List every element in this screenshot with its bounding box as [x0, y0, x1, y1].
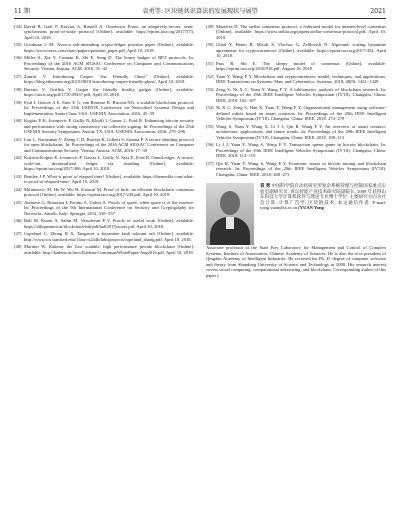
reference-number: [45]: [14, 199, 22, 205]
reference-text: David B, Gaži P, Kiayias A, Russell A. Ouroboros Praos: an adaptively-secure, semi-synchronous proof-of-stake protocol [Online], available: https://eprint.iacr.org/2017/573, April 10, 2018.: [24, 24, 194, 40]
reference-item: [14, 137, 194, 153]
reference-item: [206, 142, 386, 158]
reference-number: [54]: [206, 105, 214, 111]
reference-item: [206, 61, 386, 72]
reference-item: [14, 118, 194, 134]
reference-item: [14, 87, 194, 98]
reference-text: Copeland C, Zhong H X. Tangaroa: a byzantine fault tolerant raft [Online], available: http://www.scs.stanford.edu/14au-cs244b/labs/projects/copeland_zhong.pdf, April 10, 2018.: [24, 231, 194, 242]
reference-text: Ni X C, Zeng S, Han X, Yuan Y, Wang F Y. Organizational management using software-defined robots based on smart contracts. In: Proceedings of the 29th IEEE Intelligent Vehicles Symposium (IV'18). Changshu, China: IEEE, 2018. 274−279: [216, 105, 386, 122]
right-column: [206, 24, 386, 279]
reference-item: [14, 200, 194, 216]
reference-text: Qin R, Yuan Y, Wang S, Wang F Y. Economic issues in bitcoin mining and blockchain research. In: Proceedings of the 29th IEEE Intelligent Vehicles Symposium (IV'18). Changshu, China: IEEE, 2018. 268−273: [216, 160, 386, 177]
reference-item: [14, 24, 194, 40]
reference-text: Martino W, Kadena: the first scalable, high performance private blockchain [Online], available: http://kadena.io/docs/Kadena-ConsensusWhitePaper-Aug2016.pdf, April 10, 2018.: [24, 244, 194, 255]
reference-text: Goodman L M. Tezos-a self-amending crypto-ledger position paper [Online], available: https://www.tezos.com/static/papers/position_paper.pdf, April 10, 2018.: [24, 42, 194, 53]
reference-text: Zamfir V. Introducing Casper “the Friendly Ghost” [Online], available: https://blog.ethereum.org/2015/08/01/introducing-casper-friendly-ghost/, April 10, 2018.: [24, 73, 194, 85]
reference-item: [14, 244, 194, 255]
reference-text: Luu L, Narayanan V, Zheng C D, Baweja K, Gilbert S, Saxena P. A secure sharding protocol for open blockchains. In: Proceedings of the 2016 ACM SIGSAC Conference on Computer and Communications Security. Vienna, Austria: ACM, 2016. 17−30: [24, 136, 194, 153]
author-bio: [206, 183, 386, 245]
reference-number: [48]: [14, 244, 22, 250]
reference-text: Bentley J P. What is proof of elapsed time? [Online], available: https://themerkle.com/what-is-proof-of-elapsed-time/, April 10, 2018.: [24, 173, 194, 185]
reference-item: [206, 105, 386, 121]
reference-text: Ateniese G, Bonacina I, Faonio A, Galesi A. Proofs of space: when space is of the essence. In: Proceedings of the 9th International Conference on Security and Cryptography for Networks. Amalfi, Italy: Springer, 2014. 538−557: [24, 199, 194, 216]
reference-number: [50]: [206, 42, 214, 48]
reference-number: [35]: [14, 42, 22, 48]
right-reference-list: [206, 24, 386, 177]
reference-item: [206, 24, 386, 40]
reference-number: [38]: [14, 86, 22, 92]
author-name-en: (YUAN Yong: [298, 205, 324, 211]
reference-text: Zeng S, Ni X C, Yuan Y, Wang F Y. A bibliometric analysis of blockchain research. In: Proceedings of the 29th IEEE Intelligent Vehicles Symposium (IV'18). Changshu, China: IEEE, 2018. 102−107: [216, 86, 386, 103]
reference-text: Eyal I, Gencer A E, Sirer E G, van Renesse R. Bitcoin-NG: a scalable blockchain protocol. In: Proceedings of the 13th USENIX Conference on Networked Systems Design and Implementation. Santa Clara, USA: USENIX Association, 2016. 45−59: [24, 99, 194, 116]
reference-text: Pass R, Shi E. The sleepy model of consensus [Online], available: https://eprint.iacr.org/2016/918.pdf, August 16, 2018.: [216, 60, 386, 72]
left-column: [14, 24, 194, 279]
reference-number: [49]: [206, 24, 214, 29]
reference-item: [14, 155, 194, 171]
reference-number: [39]: [14, 99, 22, 105]
reference-text: Mazières D. The stellar consensus protocol: a federated model for internet-level consensus [Online], available: https://www.stellar.org/papers/stellar-consensus-protocol.pdf, April 10, 2018.: [216, 24, 386, 40]
page-year: 2021: [370, 8, 386, 15]
reference-number: [43]: [14, 173, 22, 179]
reference-number: [36]: [14, 55, 22, 61]
author-name-cn: 袁 勇: [260, 183, 271, 189]
reference-number: [46]: [14, 218, 22, 224]
reference-text: Ball M, Rosen A, Sabin M, Vasudevan P V. Proofs of useful work [Online], available: https://alliqueantor.at/blockchain-bib/pdf/ball2017proofs.pdf, April 10, 2018.: [24, 218, 194, 229]
issue-number: 11 期: [14, 8, 31, 15]
running-header: [14, 8, 386, 19]
reference-item: [206, 42, 386, 58]
reference-number: [51]: [206, 60, 214, 66]
reference-item: [206, 124, 386, 140]
reference-number: [44]: [14, 186, 22, 192]
reference-text: Milutinovic M, He W, Wu H, Kanwal M. Proof of luck: an efficient blockchain consensus protocol [Online], available: https://eprint.iacr.org/2017/249.pdf, April 10, 2018.: [24, 186, 194, 198]
reference-text: Miller A, Xia Y, Croman K, Shi E, Song D. The honey badger of BFT protocols. In: Proceedings of the 2016 ACM SIGSAC Conference on Computer and Communications Security. Vienna, Austria: ACM, 2016. 31−42: [24, 55, 194, 72]
reference-number: [34]: [14, 24, 22, 29]
two-column-body: [14, 24, 386, 279]
reference-number: [42]: [14, 155, 22, 161]
reference-item: [14, 231, 194, 242]
reference-text: Kokoris-Kogias E, Jovanovic P, Gasser L, Gailly N, Syta E, Ford B. OmniLedger: A secure, scale-out, decentralized ledger via sharding [Online], available: https://eprint.iacr.org/2017/406, April 10, 2018.: [24, 155, 194, 172]
reference-item: [14, 174, 194, 185]
reference-text: Gilad Y, Hemo R, Micali S, Vlachos G, Zeldovich N. Algorand: scaling byzantine agreements for cryptocurrencies [Online], available: https://eprint.iacr.org/2017/454, April 10, 2018.: [216, 42, 386, 59]
reference-item: [206, 87, 386, 103]
reference-text: Yuan Y, Wang F Y. Blockchain and cryptocurrencies: model, techniques, and applications. IEEE Transactions on Systems, Man, and Cybernetics: Systems, 2018, 48(9): 1421−1428: [216, 73, 386, 85]
author-photo: [206, 183, 254, 245]
reference-item: [14, 100, 194, 116]
reference-item: [14, 218, 194, 229]
reference-text: Kogias E K, Jovanovic P, Gailly N, Khoffi I, Gasser L, Ford B. Enhancing bitcoin security and performance with strong consistency via collective signing. In: Proceedings of the 25th USENIX Security Symposium. Austin, TX, USA: USENIX Association, 2016. 279−296: [24, 118, 194, 135]
reference-text: Li J J, Yuan Y, Wang S, Wang F Y. Transaction queue game in bitcoin blockchain. In: Proceedings of the 29th IEEE Intelligent Vehicles Symposium (IV'18). Changshu, China: IEEE, 2018. 114−119: [216, 142, 386, 159]
reference-number: [53]: [206, 86, 214, 92]
reference-number: [47]: [14, 231, 22, 237]
reference-number: [57]: [206, 160, 214, 166]
reference-item: [14, 55, 194, 71]
author-bio-chinese: [260, 183, 386, 245]
author-bio-cn-text: 中国科学院自动化研究所复杂系统管理与控制国家重点实验室副研究员, 青岛智能产业技术研究院副院长. 2008 年获得山东科技大学计算机软件与理论专业博士学位. 主要研究方向为社会计算, 计算广告学, 区块链技术. 本文通信作者. E-mail: yong.yuan@ia.ac.cn: [260, 183, 387, 211]
reference-number: [40]: [14, 118, 22, 124]
reference-item: [206, 161, 386, 177]
reference-item: [14, 187, 194, 198]
reference-number: [41]: [14, 136, 22, 142]
reference-number: [52]: [206, 73, 214, 79]
reference-number: [55]: [206, 123, 214, 129]
running-title: 袁勇等: 区块链共识算法的发展现状与展望: [142, 8, 258, 15]
reference-number: [56]: [206, 142, 214, 148]
reference-number: [37]: [14, 73, 22, 79]
reference-text: Buterin V, Griffith V. Casper the friendly finality gadget [Online], available: https://arxiv.org/pdf/1710.09437.pdf, April 10, 2018.: [24, 86, 194, 98]
reference-item: [14, 42, 194, 53]
reference-item: [206, 74, 386, 85]
author-bio-english: Associate professor at the State Key Laboratory for Management and Control of Complex Systems, Institute of Automation, Chinese Academy of Sciences. He is also the vice president of Qingdao Academy of Intelligent Industries. He received his Ph. D. degree of computer software and theory from Shandong University of Science and Technology in 2008. His research interest covers social computing, computational advertising, and blockchain. Corresponding author of this paper.): [206, 245, 386, 279]
reference-text: Wang S, Yuan Y, Wang X, Li J J, Qin R, Wang F Y. An overview of smart contract: architecture, applications, and future trends. In: Proceedings of the 29th IEEE Intelligent Vehicles Symposium (IV'18). Changshu, China: IEEE, 2018. 108−113: [216, 123, 386, 140]
reference-item: [14, 74, 194, 85]
